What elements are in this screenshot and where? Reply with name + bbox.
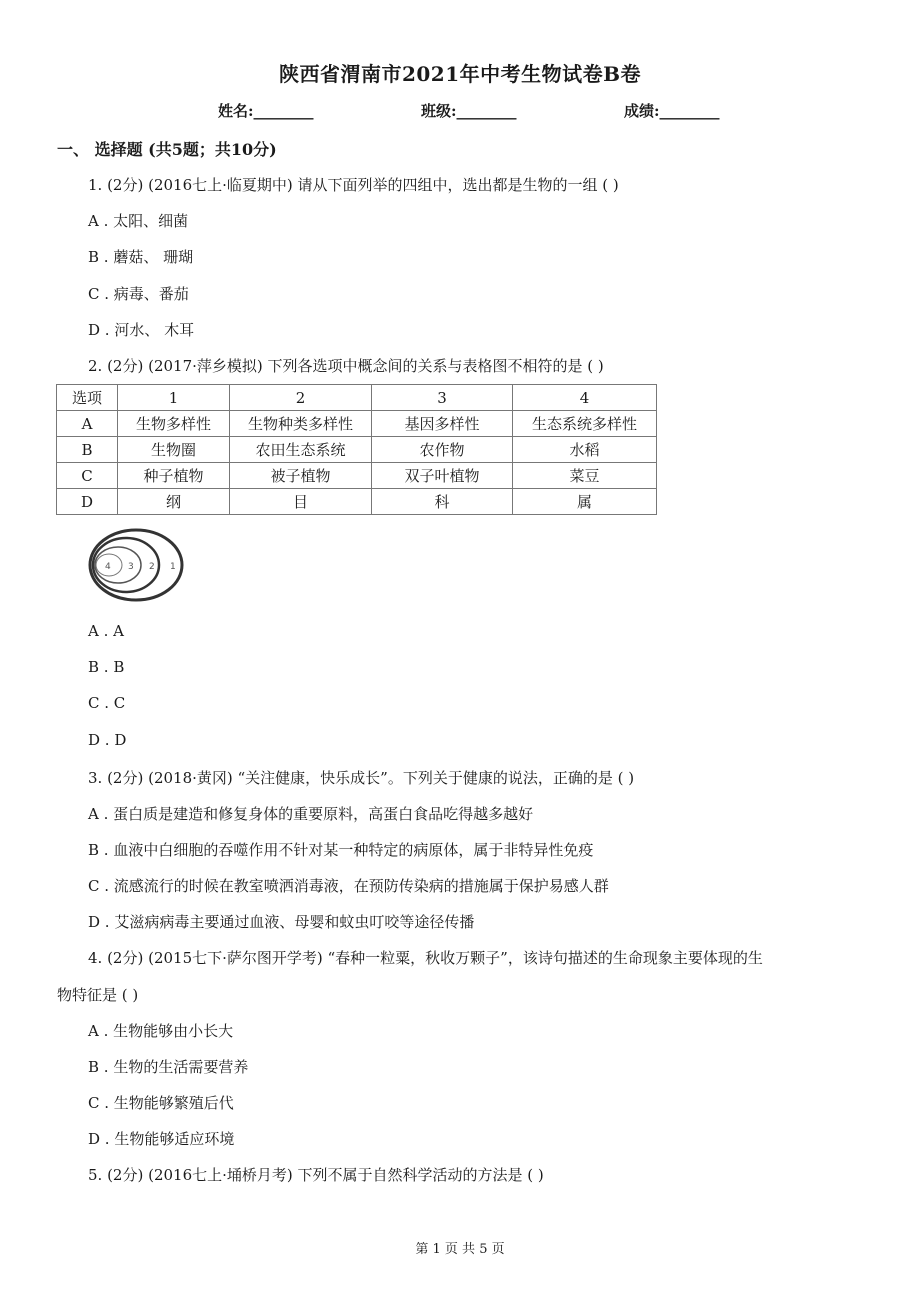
page-footer: 第 1 页 共 5 页 [415,1242,505,1257]
nested-ellipse-diagram [88,527,188,603]
table-row [57,437,657,463]
table-row [57,463,657,489]
table-cell: 目 [230,489,372,515]
question-2-option-a: A . A [88,622,124,640]
table-cell: 生物多样性 [118,411,230,437]
table-cell: 生态系统多样性 [513,411,657,437]
question-2-table [56,384,657,515]
table-cell: 菜豆 [513,463,657,489]
table-cell: 被子植物 [230,463,372,489]
table-header-cell: 4 [513,385,657,411]
table-cell: 纲 [118,489,230,515]
name-field-label: 姓名:________ [218,102,314,120]
table-cell: 属 [513,489,657,515]
table-row [57,489,657,515]
class-field-label: 班级:________ [421,102,517,120]
question-3-stem: 3. (2分) (2018·黄冈) “关注健康，快乐成长”。下列关于健康的说法，正确的是 ( ) [88,769,635,787]
table-cell: 种子植物 [118,463,230,489]
question-3-option-b: B . 血液中白细胞的吞噬作用不针对某一种特定的病原体，属于非特异性免疫 [88,841,594,859]
question-3-option-c: C . 流感流行的时候在教室喷洒消毒液，在预防传染病的措施属于保护易感人群 [88,877,609,895]
table-cell: 基因多样性 [372,411,513,437]
section-heading: 一、 选择题 (共5题；共10分) [57,140,277,159]
question-1-option-a: A . 太阳、细菌 [88,212,189,230]
question-2-option-b: B . B [88,658,125,676]
question-5-stem: 5. (2分) (2016七上·埇桥月考) 下列不属于自然科学活动的方法是 ( ) [88,1166,544,1184]
table-header-cell: 2 [230,385,372,411]
table-row [57,411,657,437]
question-1-option-c: C . 病毒、番茄 [88,285,189,303]
question-1-stem: 1. (2分) (2016七上·临夏期中) 请从下面列举的四组中，选出都是生物的一组 ( ) [88,176,619,194]
question-4-option-a: A . 生物能够由小长大 [88,1022,234,1040]
question-4-option-c: C . 生物能够繁殖后代 [88,1094,234,1112]
table-cell: B [57,437,118,463]
table-cell: 科 [372,489,513,515]
exam-title: 陕西省渭南市2021年中考生物试卷B卷 [278,62,642,86]
question-4-option-b: B . 生物的生活需要营养 [88,1058,249,1076]
diagram-label: 1 [170,562,176,572]
table-header-cell: 3 [372,385,513,411]
question-4-stem-line-2: 物特征是 ( ) [57,986,139,1004]
table-header-row [57,385,657,411]
table-cell: 双子叶植物 [372,463,513,489]
table-cell: 生物种类多样性 [230,411,372,437]
question-2-option-c: C . C [88,694,126,712]
table-cell: 生物圈 [118,437,230,463]
question-1-option-b: B . 蘑菇、 珊瑚 [88,248,194,266]
table-cell: D [57,489,118,515]
question-4-option-d: D . 生物能够适应环境 [88,1130,235,1148]
table-header-cell: 1 [118,385,230,411]
score-field-label: 成绩:________ [624,102,720,120]
question-2-option-d: D . D [88,731,127,749]
table-cell: 农作物 [372,437,513,463]
third-ellipse [95,547,141,583]
diagram-label: 2 [149,562,155,572]
table-cell: A [57,411,118,437]
table-header-cell: 选项 [57,385,118,411]
table-cell: C [57,463,118,489]
outer-ellipse [90,530,182,600]
question-4-stem-line-1: 4. (2分) (2015七下·萨尔图开学考) “春种一粒粟，秋收万颗子”，该诗句描述的生命现象主要体现的生 [88,949,763,967]
question-2-stem: 2. (2分) (2017·萍乡模拟) 下列各选项中概念间的关系与表格图不相符的是 ( ) [88,357,604,375]
table-cell: 水稻 [513,437,657,463]
question-3-option-d: D . 艾滋病病毒主要通过血液、母婴和蚊虫叮咬等途径传播 [88,913,475,931]
question-1-option-d: D . 河水、 木耳 [88,321,195,339]
diagram-label: 4 [105,562,111,572]
diagram-label: 3 [128,562,134,572]
question-3-option-a: A . 蛋白质是建造和修复身体的重要原料，高蛋白食品吃得越多越好 [88,805,534,823]
table-cell: 农田生态系统 [230,437,372,463]
